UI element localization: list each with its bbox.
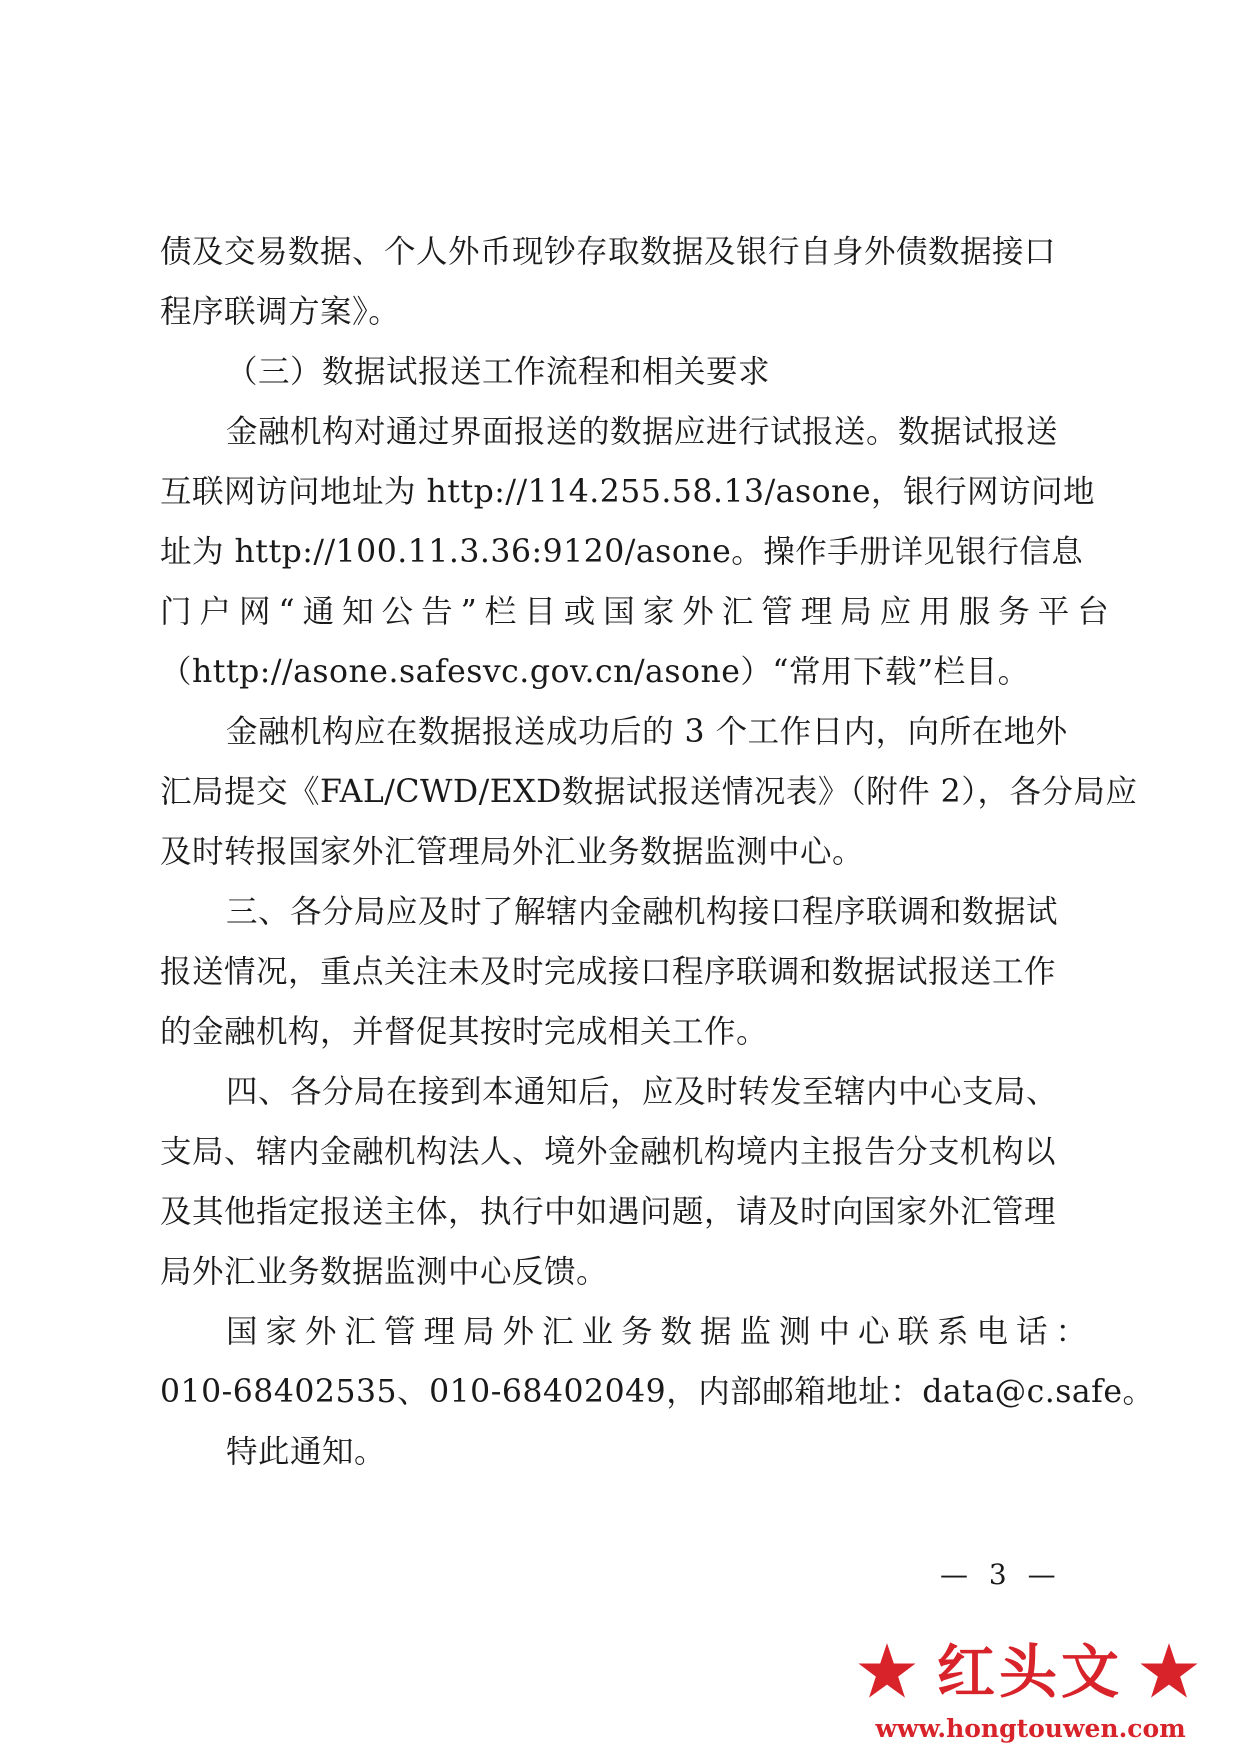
text-line: 的金融机构，并督促其按时完成相关工作。 bbox=[160, 1014, 769, 1050]
star-icon bbox=[856, 1640, 918, 1702]
text-line: 债及交易数据、个人外币现钞存取数据及银行自身外债数据接口 bbox=[160, 234, 1057, 270]
text-line: 址为 http://100.11.3.36:9120/asone。操作手册详见银行信息 bbox=[160, 534, 1084, 570]
watermark-title bbox=[838, 1632, 1223, 1712]
watermark-url: www.hongtouwen.com bbox=[875, 1714, 1186, 1743]
text-line: 局外汇业务数据监测中心反馈。 bbox=[160, 1254, 609, 1290]
text-line: 及时转报国家外汇管理局外汇业务数据监测中心。 bbox=[160, 834, 865, 870]
text-line: 国家外汇管理局外汇业务数据监测中心联系电话： bbox=[226, 1314, 1096, 1350]
text-line: 特此通知。 bbox=[226, 1434, 387, 1470]
text-line: 门户网“通知公告”栏目或国家外汇管理局应用服务平台 bbox=[160, 594, 1117, 630]
text-line: 三、各分局应及时了解辖内金融机构接口程序联调和数据试 bbox=[226, 894, 1059, 930]
text-line: 010-68402535、010-68402049，内部邮箱地址：data@c.safe。 bbox=[160, 1374, 1155, 1410]
text-line: 汇局提交《FAL/CWD/EXD数据试报送情况表》（附件 2），各分局应 bbox=[160, 774, 1138, 810]
text-line: 支局、辖内金融机构法人、境外金融机构境内主报告分支机构以 bbox=[160, 1134, 1057, 1170]
text-line: 及其他指定报送主体，执行中如遇问题，请及时向国家外汇管理 bbox=[160, 1194, 1057, 1230]
watermark bbox=[838, 1632, 1223, 1747]
text-line: 金融机构应在数据报送成功后的 3 个工作日内，向所在地外 bbox=[226, 714, 1068, 750]
text-line: 四、各分局在接到本通知后，应及时转发至辖内中心支局、 bbox=[226, 1074, 1059, 1110]
document-body bbox=[160, 222, 1155, 1482]
text-line: 金融机构对通过界面报送的数据应进行试报送。数据试报送 bbox=[226, 414, 1059, 450]
page-number: — 3 — bbox=[940, 1558, 1062, 1591]
star-icon bbox=[1138, 1640, 1200, 1702]
text-line: 互联网访问地址为 http://114.255.58.13/asone，银行网访问地 bbox=[160, 474, 1096, 510]
text-line: 程序联调方案》。 bbox=[160, 294, 401, 330]
text-line: （http://asone.safesvc.gov.cn/asone）“常用下载”栏目。 bbox=[160, 654, 1030, 690]
section-heading: （三）数据试报送工作流程和相关要求 bbox=[226, 354, 771, 390]
watermark-text: 红头文 bbox=[936, 1638, 1123, 1706]
text-line: 报送情况，重点关注未及时完成接口程序联调和数据试报送工作 bbox=[160, 954, 1057, 990]
